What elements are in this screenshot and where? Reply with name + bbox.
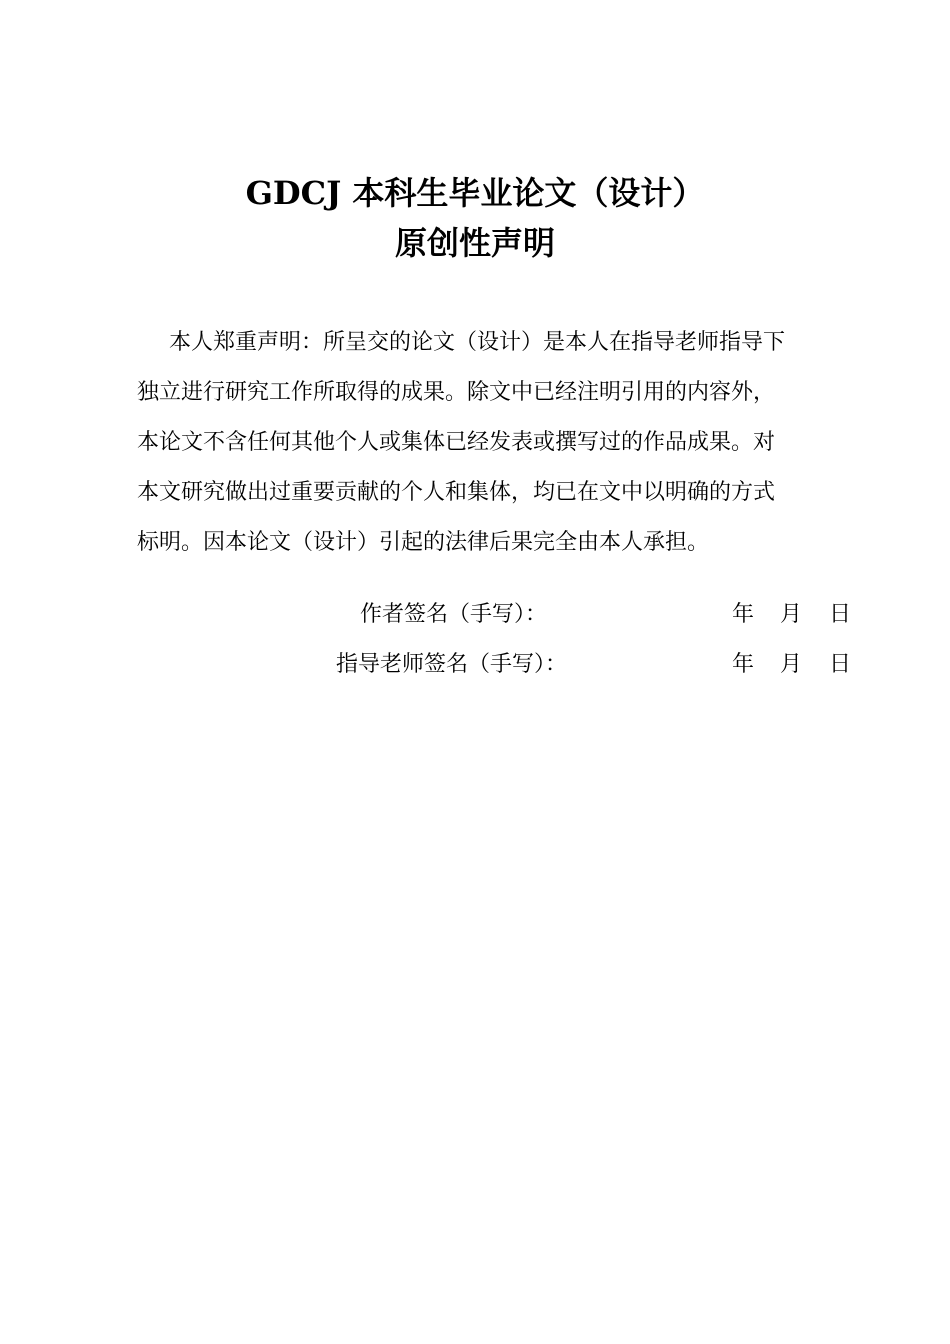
author-date-day: 日 <box>829 602 852 627</box>
author-date-year: 年 <box>732 602 755 627</box>
advisor-date-year: 年 <box>732 652 755 677</box>
statement-line-2: 独立进行研究工作所取得的成果。除文中已经注明引用的内容外， <box>137 380 776 405</box>
author-date-month: 月 <box>780 602 803 627</box>
statement-line-4: 本文研究做出过重要贡献的个人和集体，均已在文中以明确的方式 <box>137 480 776 505</box>
author-signature-row <box>0 595 950 635</box>
title-line-2: 原创性声明 <box>394 224 555 262</box>
document-title <box>0 168 950 268</box>
statement-paragraph <box>137 318 857 568</box>
advisor-signature-label: 指导老师签名（手写）： <box>336 652 568 677</box>
statement-line-1: 本人郑重声明：所呈交的论文（设计）是本人在指导老师指导下 <box>169 330 786 355</box>
statement-line-3: 本论文不含任何其他个人或集体已经发表或撰写过的作品成果。对 <box>137 430 776 455</box>
title-line-1: GDCJ 本科生毕业论文（设计） <box>245 174 705 212</box>
author-signature-label: 作者签名（手写）： <box>360 602 548 627</box>
advisor-signature-row <box>0 645 950 685</box>
statement-line-5: 标明。因本论文（设计）引起的法律后果完全由本人承担。 <box>137 530 710 555</box>
advisor-date-month: 月 <box>780 652 803 677</box>
advisor-date-day: 日 <box>829 652 852 677</box>
